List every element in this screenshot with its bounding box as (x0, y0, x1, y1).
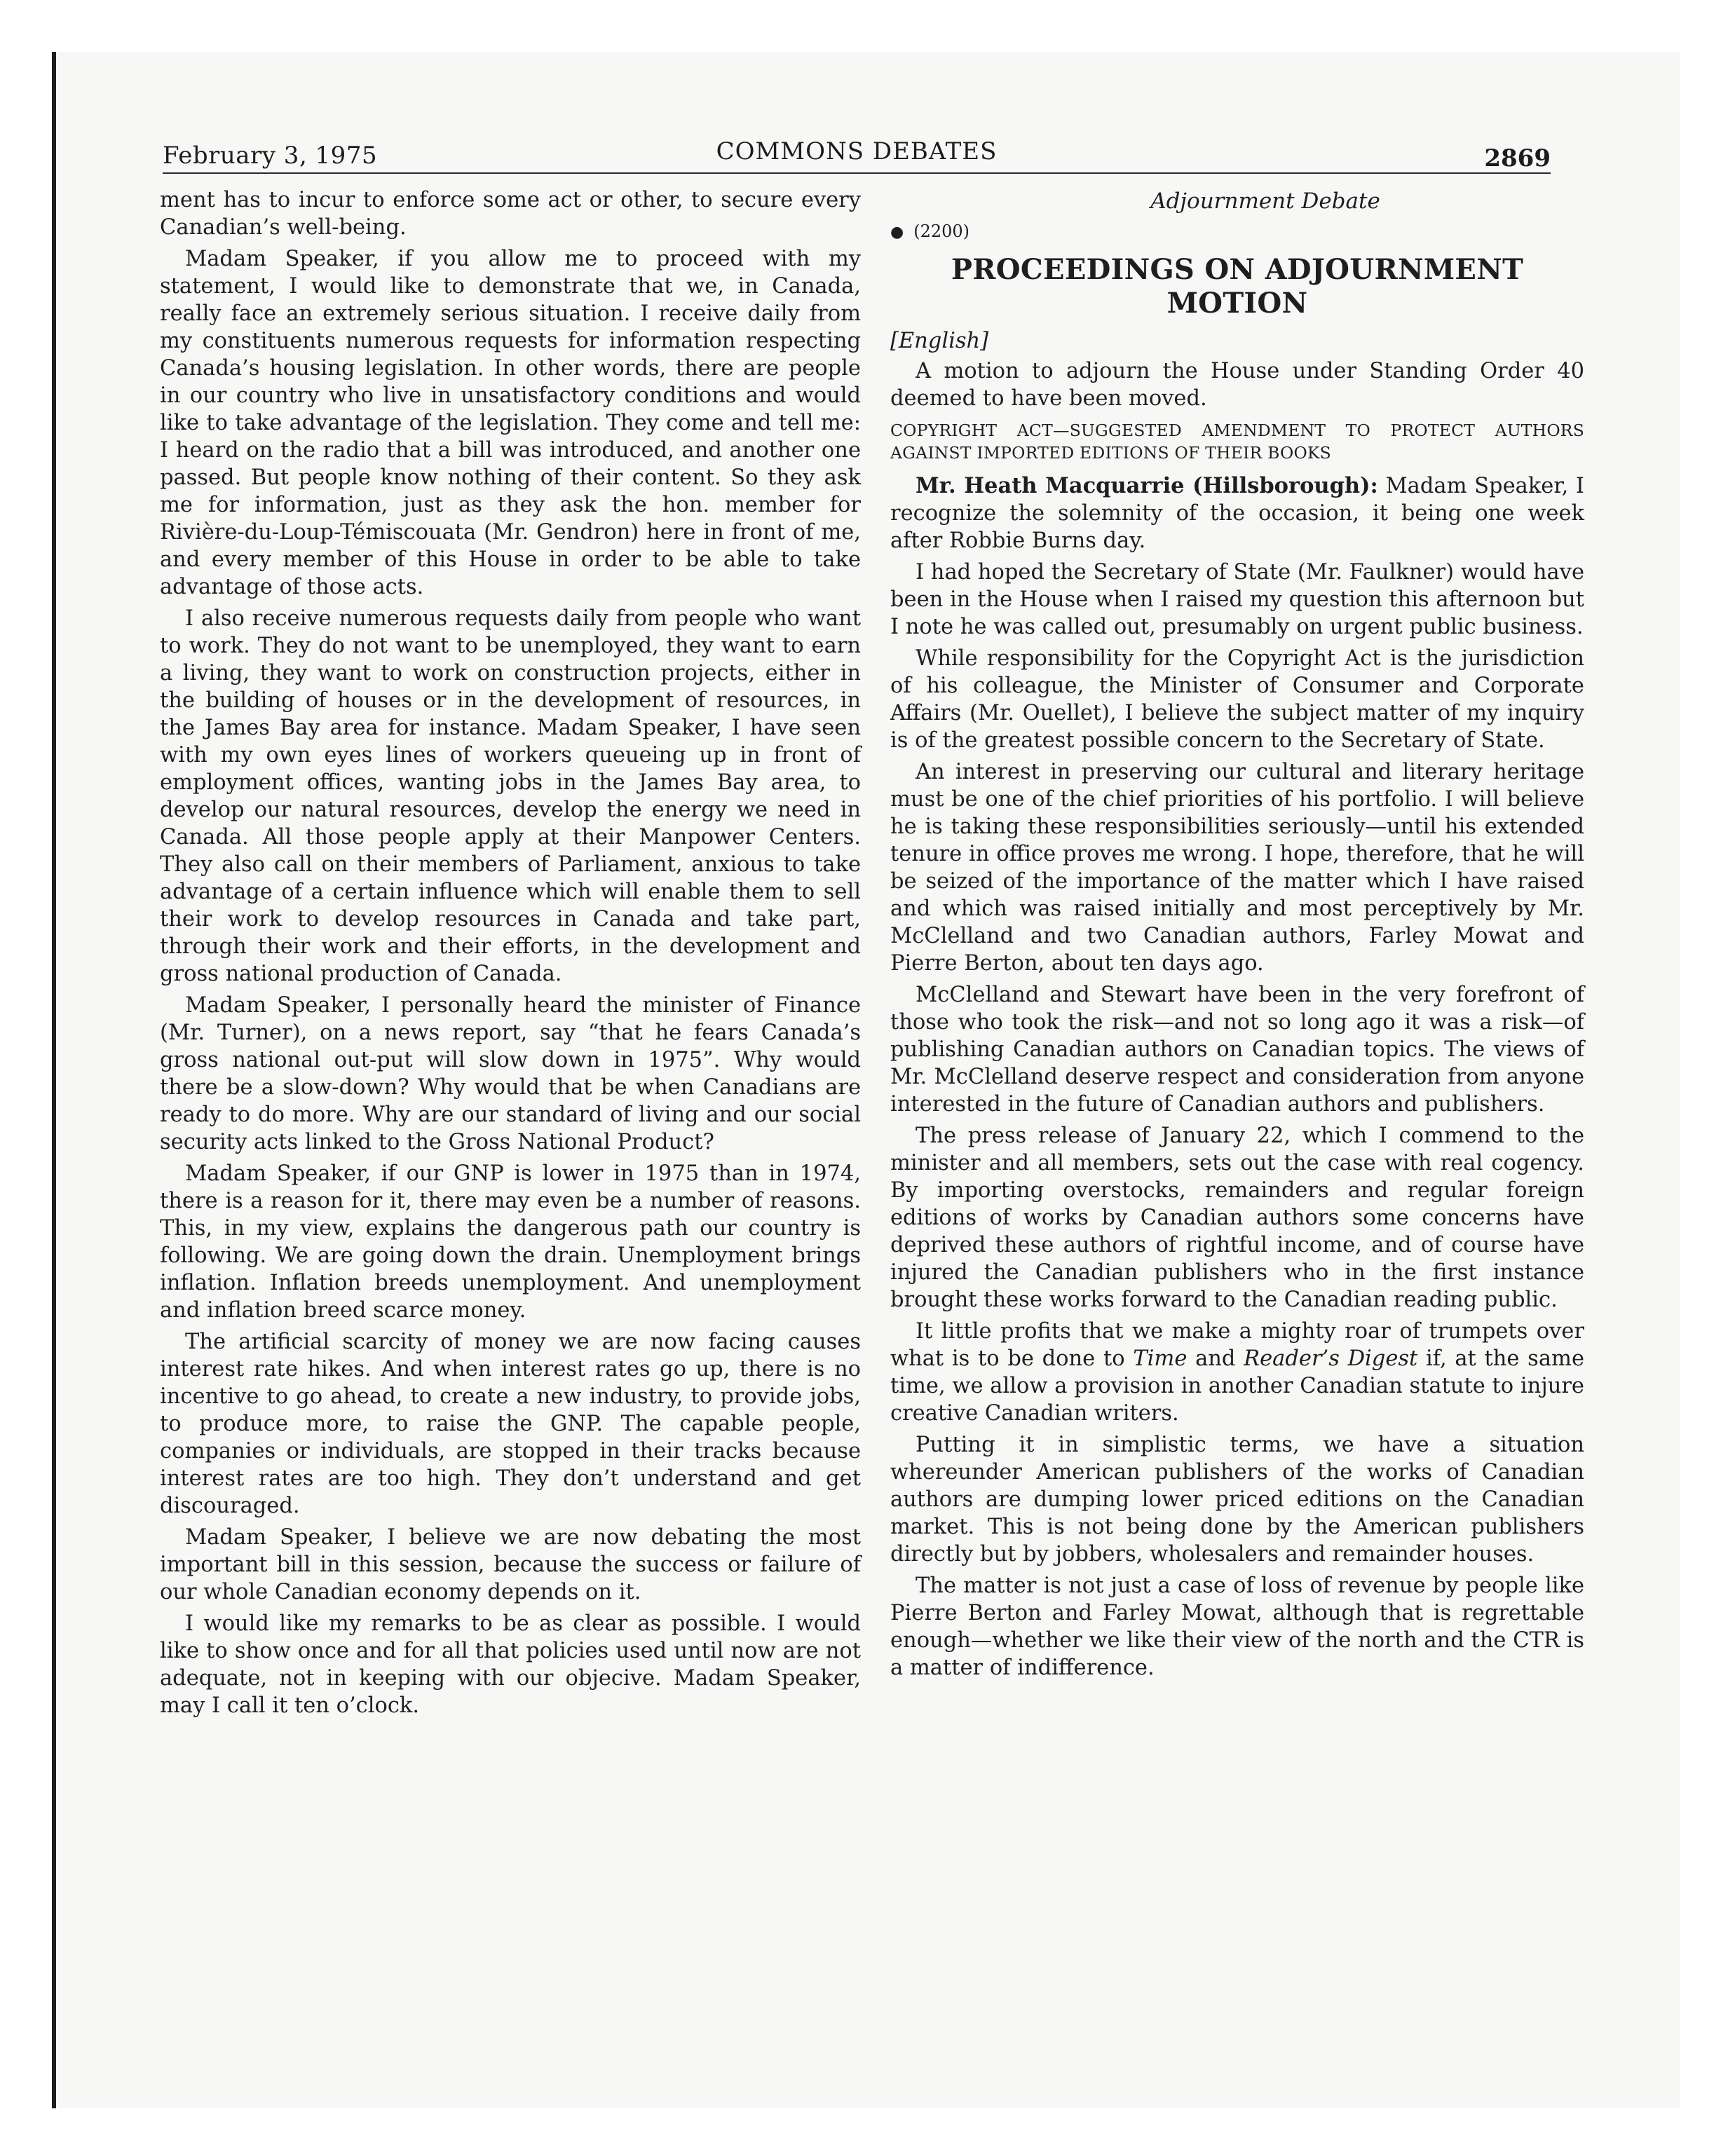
speaker-paragraph (890, 472, 1584, 554)
paragraph: Madam Speaker, if our GNP is lower in 1975 than in 1974, there is a reason for it, there may even be a number of reasons. This, in my view, explains the dangerous path our country is following. We are going down the drain. Unemployment brings inflation. Inflation breeds unemployment. And unemployment and inflation breed scarce money. (160, 1161, 861, 1323)
paragraph: An interest in preserving our cultural and literary heritage must be one of the chief priorities of his portfolio. I will believe he is taking these responsibilities seriously—until his extended tenure in office proves me wrong. I hope, therefore, that he will be seized of the importance of the matter which I have raised and which was raised initially and most perceptively by Mr. McClelland and two Canadian authors, Farley Mowat and Pierre Berton, about ten days ago. (890, 760, 1584, 976)
speaker-name: Mr. Heath Macquarrie (Hillsborough): (916, 473, 1378, 498)
proceedings-title: PROCEEDINGS ON ADJOURNMENT MOTION (951, 253, 1524, 320)
header-title: COMMONS DEBATES (716, 137, 998, 165)
motion-text: A motion to adjourn the House under Standing Order 40 deemed to have been moved. (890, 359, 1584, 411)
paragraph: I had hoped the Secretary of State (Mr. Faulkner) would have been in the House when I raised my question this afternoon but I note he was called out, presumably on urgent public business. (890, 560, 1584, 639)
trumpets-text: It little profits that we make a mighty roar of trumpets over what is to be done to (890, 1319, 1584, 1371)
page-number: 2869 (1484, 144, 1551, 172)
speaker-opening: Madam Speaker, I recognize the solemnity of the occasion, it being one week after Robbie Burns day. (890, 474, 1584, 553)
right-column (890, 186, 1584, 1686)
time-stamp (890, 218, 1584, 246)
page-header (163, 137, 1551, 174)
section-label: Adjournment Debate (1150, 189, 1380, 214)
paragraph: Putting it in simplistic terms, we have a situation whereunder American publishers of the works of Canadian authors are dumping lower priced editions on the Canadian market. This is not being done by the American publishers directly but by jobbers, wholesalers and remainder houses. (890, 1433, 1584, 1567)
paragraph: I would like my remarks to be as clear as possible. I would like to show once and for all that policies used until now are not adequate, not in keeping with our objecive. Madam Speaker, may I call it ten o’clock. (160, 1611, 861, 1718)
language-note: [English] (890, 329, 989, 353)
time-stamp-text: (2200) (913, 221, 970, 241)
trumpets-text: if, at the same time, we allow a provision in another Canadian statute to injure creative Canadian writers. (890, 1346, 1584, 1426)
header-date: February 3, 1975 (163, 142, 378, 170)
paragraph: The press release of January 22, which I commend to the minister and all members, sets out the case with real cogency. By importing overstocks, remainders and regular foreign editions of works by Canadian authors some concerns have deprived these authors of rightful income, and of course have injured the Canadian publishers who in the first instance brought these works forward to the Canadian reading public. (890, 1124, 1584, 1312)
paragraph: ment has to incur to enforce some act or other, to secure every Canadian’s well-being. (160, 188, 861, 240)
paragraph: Madam Speaker, I personally heard the minister of Finance (Mr. Turner), on a news report, say “that he fears Canada’s gross national out-put will slow down in 1975”. Why would there be a slow-down? Why would that be when Canadians are ready to do more. Why are our standard of living and our social security acts linked to the Gross National Product? (160, 993, 861, 1154)
paragraph: The artificial scarcity of money we are now facing causes interest rate hikes. And when interest rates go up, there is no incentive to go ahead, to create a new industry, to provide jobs, to produce more, to raise the GNP. The capable people, companies or individuals, are stopped in their tracks because interest rates are too high. They don’t understand and get discouraged. (160, 1330, 861, 1518)
paragraph: The matter is not just a case of loss of revenue by people like Pierre Berton and Farley Mowat, although that is regrettable enough—whether we like their view of the north and the CTR is a matter of indifference. (890, 1574, 1584, 1680)
trumpets-text: and (1187, 1346, 1244, 1371)
subject-heading: COPYRIGHT ACT—SUGGESTED AMENDMENT TO PROTECT AUTHORS AGAINST IMPORTED EDITIONS OF THEIR BOOKS (890, 421, 1584, 463)
trumpets-paragraph (890, 1318, 1584, 1427)
paragraph: Madam Speaker, I believe we are now debating the most important bill in this session, because the success or failure of our whole Canadian economy depends on it. (160, 1525, 861, 1604)
bullet-icon: ● (890, 224, 904, 241)
header-rule (163, 172, 1551, 174)
magazine-title-time: Time (1133, 1346, 1188, 1371)
paragraph: McClelland and Stewart have been in the very forefront of those who took the risk—and not so long ago it was a risk—of publishing Canadian authors on Canadian topics. The views of Mr. McClelland deserve respect and consideration from anyone interested in the future of Canadian authors and publishers. (890, 983, 1584, 1117)
left-column (160, 186, 861, 1724)
magazine-title-readers-digest: Reader’s Digest (1244, 1346, 1418, 1371)
paragraph: Madam Speaker, if you allow me to proceed with my statement, I would like to demonstrate that we, in Canada, really face an extremely serious situation. I receive daily from my constituents numerous requests for information respecting Canada’s housing legislation. In other words, there are people in our country who live in unsatisfactory conditions and would like to take advantage of the legislation. They come and tell me: I heard on the radio that a bill was introduced, and another one passed. But people know nothing of their content. So they ask me for information, just as they ask the hon. member for Rivière-du-Loup-Témiscouata (Mr. Gendron) here in front of me, and every member of this House in order to be able to take advantage of those acts. (160, 247, 861, 599)
paragraph: I also receive numerous requests daily from people who want to work. They do not want to be unemployed, they want to earn a living, they want to work on construction projects, either in the building of houses or in the development of resources, in the James Bay area for instance. Madam Speaker, I have seen with my own eyes lines of workers queueing up in front of employment offices, wanting jobs in the James Bay area, to develop our natural resources, develop the energy we need in Canada. All those people apply at their Manpower Centers. They also call on their members of Parliament, anxious to take advantage of a certain influence which will enable them to sell their work to develop resources in Canada and take part, through their work and their efforts, in the development and gross national production of Canada. (160, 606, 861, 986)
paragraph: While responsibility for the Copyright Act is the jurisdiction of his colleague, the Minister of Consumer and Corporate Affairs (Mr. Ouellet), I believe the subject matter of my inquiry is of the greatest possible concern to the Secretary of State. (890, 646, 1584, 753)
